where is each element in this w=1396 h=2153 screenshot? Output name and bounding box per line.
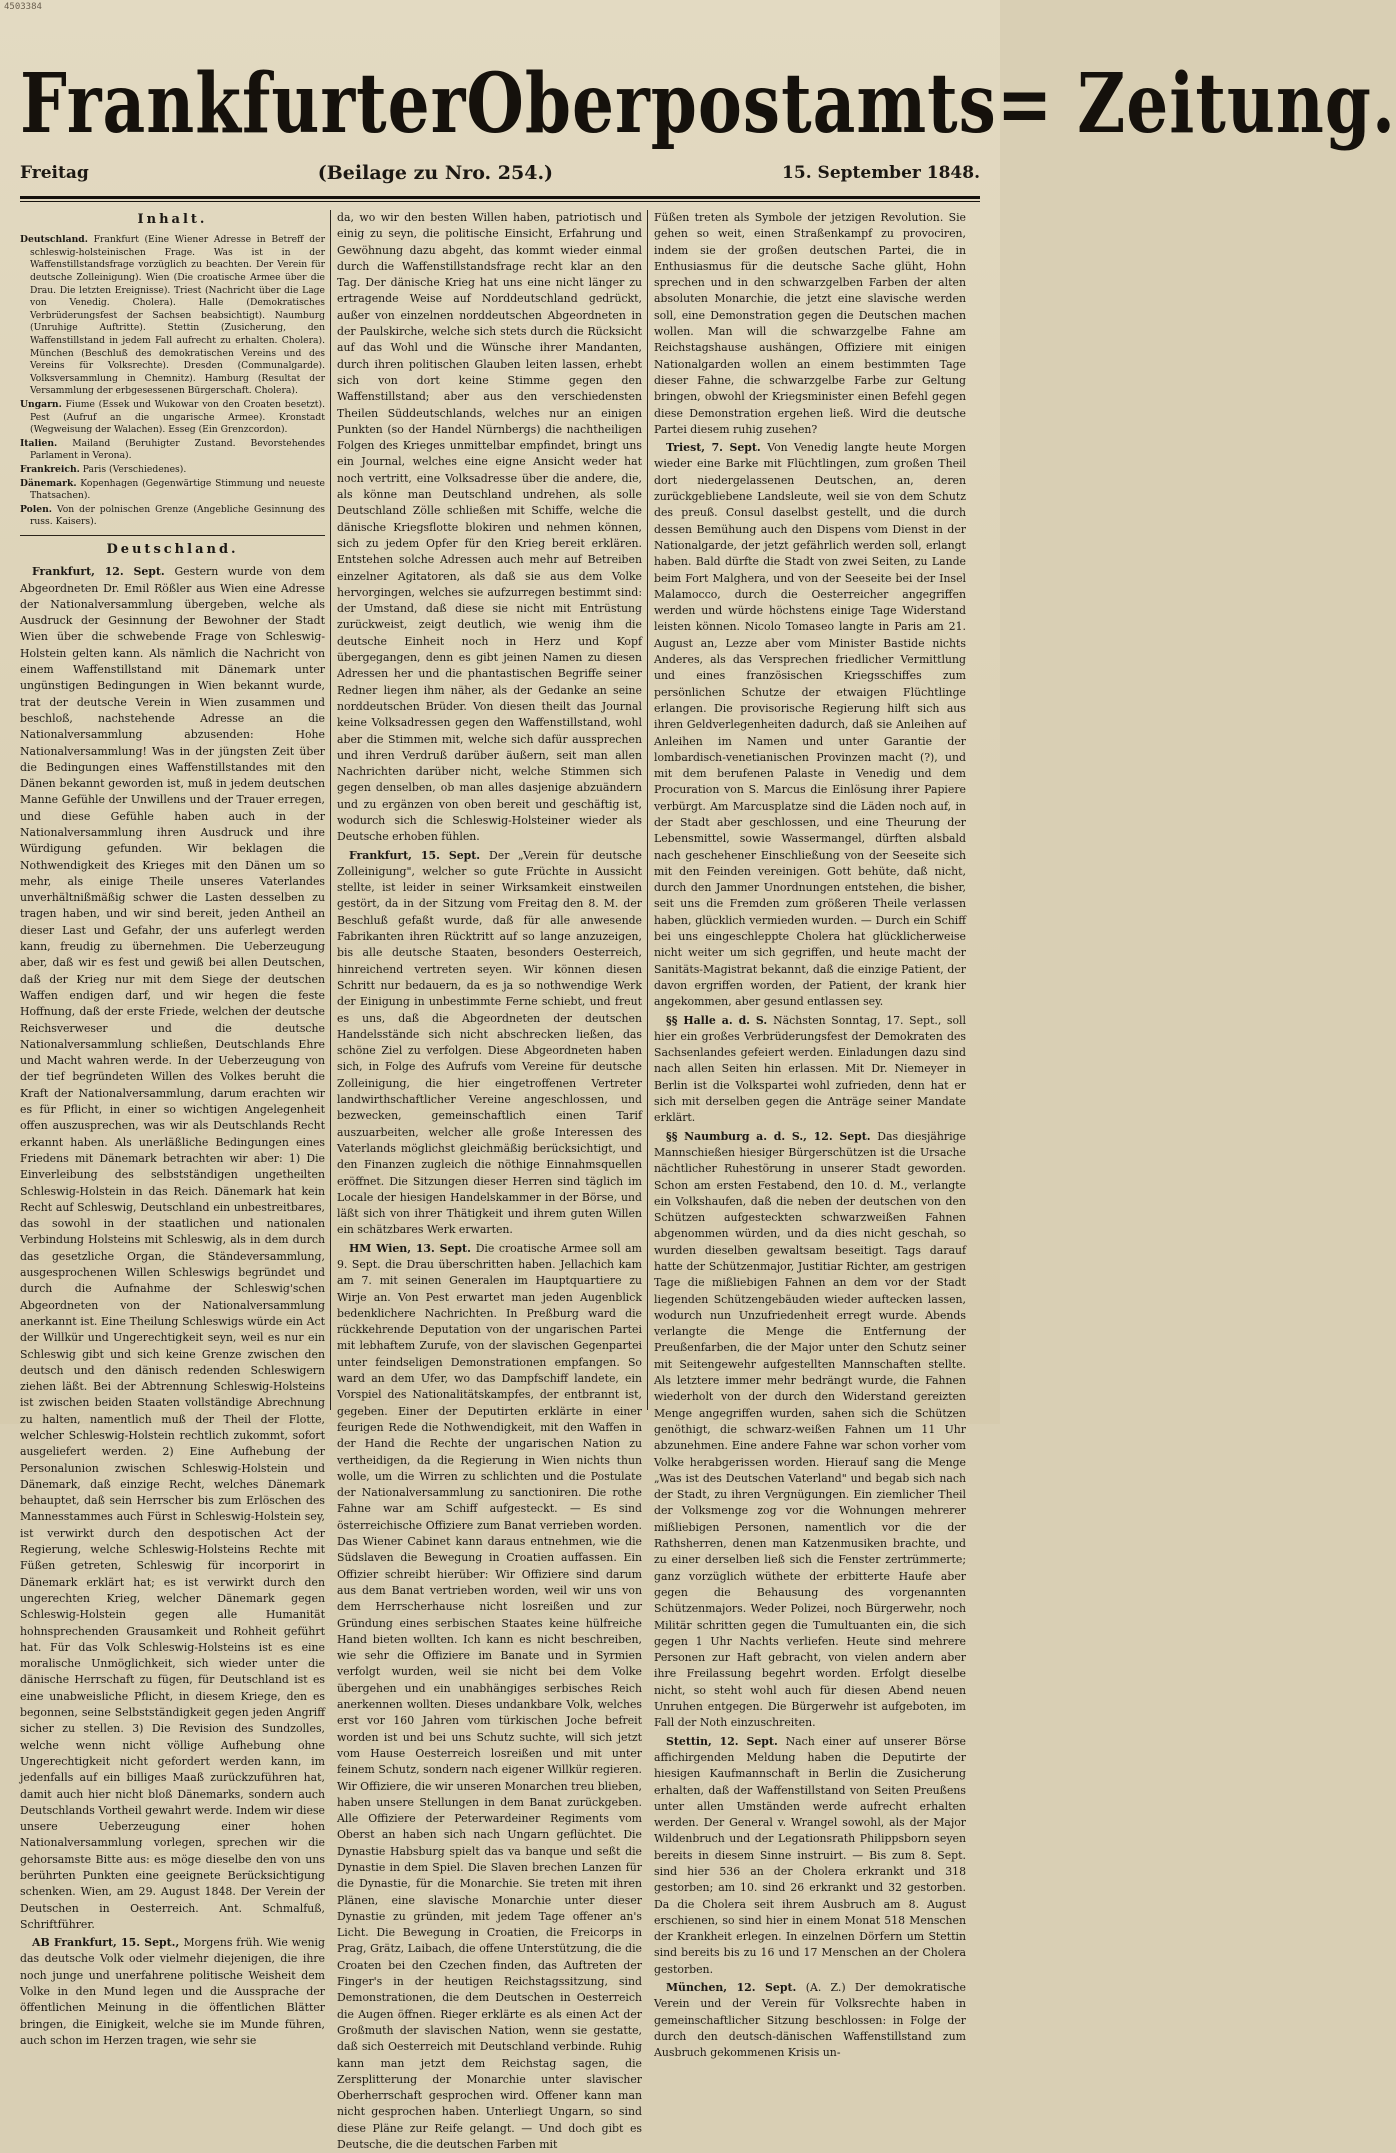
column-divider-1	[330, 210, 331, 1410]
masthead-word-2: Oberpostamts	[466, 54, 997, 152]
article-text: Das diesjährige Mannschießen hiesiger Bürgerschützen ist die Ursache nächtlicher Ruhestörung in unserer Stadt geworden. Schon am ersten Festabend, den 10. d. M., verlangte ein Volkshaufen, daß die neben der deutschen von den Schützen aufgesteckten schwarzweißen Fahnen abgenommen würden, und da dies nicht geschah, so wurden dieselben gewaltsam beseitigt. Tags darauf hatte der Schützenmajor, Justitiar Richter, am gestrigen Tage die mißliebigen Fahnen an dem vor der Stadt liegenden Schützengebäuden wieder auftecken lassen, wodurch nun Unzufriedenheit erregt wurde. Abends verlangte die Menge die Entfernung der Preußenfarben, die der Major unter den Schutz seiner mit Seitengewehr aufgestellten Mannschaften stellte. Als letztere immer mehr bedrängt wurde, die Fahnen wiederholt von der durch den Widerstand gereizten Menge angegriffen wurden, sahen sich die Schützen genöthigt, die schwarz-weißen Fahnen um 11 Uhr abzunehmen. Eine andere Fahne war schon vorher vom Volke herabgerissen worden. Hierauf sang die Menge „Was ist des Deutschen Vaterland" und begab sich nach der Stadt, zu ihren Vergnügungen. Ein ziemlicher Theil der Volksmenge zog vor die Wohnungen mehrerer mißliebigen Personen, namentlich vor die der Rathsherren, denen man Katzenmusiken brachte, und zu einer derselben ließ sich die Fenster zertrümmerte; ganz vorzüglich wüthete der erbitterte Haufe aber gegen die Behausung des vorgenannten Schützenmajors. Weder Polizei, noch Bürgerwehr, noch Militär schritten gegen die Tumultuanten ein, die sich gegen 1 Uhr Nachts verliefen. Heute sind mehrere Personen zur Haft gebracht, von vielen andern aber ihre Freilassung begehrt worden. Erfolgt dieselbe nicht, so steht wohl auch für diesen Abend neuen Unruhen entgegen. Die Bürgerwehr ist aufgeboten, im Fall der Noth einzuschreiten.	[654, 1129, 966, 1730]
article-paragraph	[20, 564, 325, 1933]
masthead-rule-thin	[20, 201, 980, 202]
article-dateline: Stettin, 12. Sept.	[666, 1734, 786, 1748]
column-divider-2	[647, 210, 648, 1410]
column-2	[337, 210, 642, 2152]
contents-entry-text: Frankfurt (Eine Wiener Adresse in Betreff der schleswig-holsteinischen Frage. Was ist in der Waffenstillstandsfrage vorzüglich zu beachten. Der Verein für deutsche Zolleinigung). Wien (Die croatische Armee über die Drau. Die letzten Ereignisse). Triest (Nachricht über die Lage von Venedig. Cholera). Halle (Demokratisches Verbrüderungsfest der Sachsen beabsichtigt). Naumburg (Unruhige Auftritte). Stettin (Zusicherung, den Waffenstillstand in jedem Fall aufrecht zu erhalten. Cholera). München (Beschluß des demokratischen Vereins und des Vereins für Volksrechte). Dresden (Communalgarde). Volksversammlung in Chemnitz). Hamburg (Resultat der Versammlung der erbgesessenen Bürgerschaft. Cholera).	[30, 234, 325, 397]
supplement-label: (Beilage zu Nro. 254.)	[317, 162, 554, 184]
article-dateline: Frankfurt, 12. Sept.	[32, 565, 175, 579]
article-paragraph	[654, 440, 966, 1010]
article-paragraph	[337, 1241, 642, 2153]
article-dateline: AB Frankfurt, 15. Sept.,	[32, 1936, 184, 1950]
contents-entry	[20, 478, 325, 503]
article-text: da, wo wir den besten Willen haben, patriotisch und einig zu seyn, die politische Einsicht, Erfahrung und Gewöhnung dazu abgeht, das kommt wieder einmal durch die Waffenstillstandsfrage recht klar an den Tag. Der dänische Krieg hat uns eine nicht länger zu ertragende Weise auf Norddeutschland gedrückt, außer von einzelnen norddeutschen Abgeordneten in der Paulskirche, welche sich stets durch die Rücksicht auf das Wohl und die Wünsche ihrer Mandanten, durch ihren politischen Glauben leiten lassen, erhebt sich von dort keine Stimme gegen den Waffenstillstand; aber aus den verschiedensten Theilen Süddeutschlands, welches nur an einigen Punkten (so der Handel Nürnbergs) die nachtheiligen Folgen des Krieges unmittelbar empfindet, bringt uns ein Journal, welches eine eigne Ansicht weder hat noch vertritt, eine Volksadresse über die andere, die, als könne man Deutschland undrehen, als solle Deutschland Zölle schließen mit Schiffe, welche die dänische Kriegsflotte blokiren und nehmen können, sich zu jedem Opfer für den Krieg bereit erklären. Entstehen solche Adressen auch mehr auf Betreiben einzelner Agitatoren, als daß sie aus dem Volke hervorgingen, welches sie aufzurregen bestimmt sind: der Umstand, daß diese sie nicht mit Entrüstung zurückweist, zeigt deutlich, wie wenig ihm die deutsche Einheit noch in Herz und Kopf übergegangen, denn es gibt jeinen Namen zu diesen Adressen her und die phantastischen Begriffe seiner Redner liegen ihm näher, als der Gedanke an seine norddeutschen Brüder. Von diesen theilt das Journal keine Volksadressen gegen den Waffenstillstand, wohl aber die Stimmen mit, welche sich dafür aussprechen und ihren Verdruß darüber äußern, seit man allen Nachrichten darüber nicht, welche Stimmen sich gegen denselben, ob man alles dasjenige abzuändern und zu ergänzen von oben bereit und geschäftig ist, wodurch sich die Schleswig-Holsteiner wieder als Deutsche erhoben fühlen.	[337, 211, 642, 844]
article-text: Morgens früh. Wie wenig das deutsche Volk oder vielmehr diejenigen, die ihre noch junge und unerfahrene politische Weisheit dem Volke in den Mund legen und die Aussprache der öffentlichen Meinung in die öffentlichen Blätter bringen, die Einigkeit, welche sie im Munde führen, auch schon im Herzen tragen, wie sehr sie	[20, 1936, 325, 2047]
article-paragraph	[654, 1734, 966, 1978]
contents-entry	[20, 464, 325, 477]
contents-entry-lead: Polen.	[20, 503, 53, 515]
article-dateline: München, 12. Sept.	[666, 1981, 806, 1995]
article-paragraph	[654, 210, 966, 438]
contents-heading: Inhalt.	[137, 212, 208, 227]
article-dateline: HM Wien, 13. Sept.	[349, 1241, 476, 1255]
contents-entry	[20, 399, 325, 437]
article-paragraph	[654, 1129, 966, 1732]
contents-entry-text: Paris (Verschiedenes).	[79, 463, 187, 475]
article-text: Füßen treten als Symbole der jetzigen Revolution. Sie gehen so weit, einen Straßenkampf zu provociren, indem sie der großen deutschen Partei, die in Enthusiasmus für die deutsche Sache glüht, Hohn sprechen und in den schwarzgelben Farben der alten absoluten Monarchie, die jetzt eine slavische werden soll, eine Demonstration gegen die Deutschen machen wollen. Man will die schwarzgelbe Fahne am Reichstagshause aushängen, Offiziere mit einigen Nationalgarden wollen an einem bestimmten Tage dieser Fahne, die schwarzgelbe Farbe zur Geltung bringen, obwohl der Kriegsminister einen Befehl gegen diese Demonstration ergehen ließ. Wird die deutsche Partei diesem ruhig zusehen?	[654, 211, 966, 436]
contents-list	[20, 234, 325, 529]
article-text: Nächsten Sonntag, 17. Sept., soll hier ein großes Verbrüderungsfest der Demokraten des Sachsenlandes gefeiert werden. Einladungen dazu sind nach allen Seiten hin erlassen. Mit Dr. Niemeyer in Berlin ist die Volkspartei wohl zufrieden, denn hat er sich mit derselben gegen die Anträge seiner Mandate erklärt.	[654, 1013, 966, 1125]
article-dateline: §§ Halle a. d. S.	[666, 1013, 774, 1027]
contents-entry-text: Kopenhagen (Gegenwärtige Stimmung und neueste Thatsachen).	[30, 477, 325, 502]
article-text: Von Venedig langte heute Morgen wieder eine Barke mit Flüchtlingen, zum großen Theil dort niedergelassenen Deutschen, an, deren zurückgebliebene Landsleute, weil sie von dem Schutz des preuß. Consul daselbst gestellt, und die durch dessen Bemühung auch den Dispens vom Dienst in der Nationalgarde, der jetzt gefährlich werden soll, erlangt haben. Bald dürfte die Stadt von zwei Seiten, zu Lande beim Fort Malghera, und von der Seeseite bei der Insel Malamocco, durch die Oesterreicher angegriffen werden und würde höchstens einige Tage Widerstand leisten können. Nicolo Tomaseo langte in Paris am 21. August an, Lezze aber vom Minister Bastide nichts Anderes, als das Versprechen friedlicher Vermittlung und eines französischen Kriegsschiffes zum persönlichen Schutze der etwaigen Flüchtlinge erlangen. Die provisorische Regierung hilft sich aus ihren Geldverlegenheiten dadurch, daß sie Anleihen auf Anleihen im Namen und unter Garantie der lombardisch-venetianischen Provinzen macht (?), und mit dem berufenen Palaste in Venedig und dem Procuration von S. Marcus die Einlösung ihrer Papiere verbürgt. Am Marcusplatze sind die Läden noch auf, in der Stadt aber geschlossen, und eine Theurung der Lebensmittel, sowie Wassermangel, dürften alsbald nach geschehener Einschließung von der Seeseite sich mit den Feinden vereinigen. Gott behüte, daß nicht, durch den Jammer Unordnungen entstehen, die bisher, seit uns die Fremden zum größeren Theile verlassen haben, glücklich vermieden wurden. — Durch ein Schiff bei uns eingeschleppte Cholera hat glücklicherweise nicht weiter um sich gegriffen, und heute macht der Sanitäts-Magistrat bekannt, daß die einzige Patient, der davon ergriffen worden, der Patient, der krank hier angekommen, aber gesund entlassen sey.	[654, 441, 967, 1009]
contents-entry	[20, 438, 325, 463]
article-paragraph	[654, 1980, 966, 2061]
article-text: Nach einer auf unserer Börse affichirgenden Meldung haben die Deputirte der hiesigen Kaufmannschaft in Berlin die Zusicherung erhalten, daß der Waffenstillstand von Seiten Preußens unter allen Umständen werde aufrecht erhalten werden. Der General v. Wrangel sowohl, als der Major Wildenbruch und der Legationsrath Philippsborn seyen bereits in diesem Sinne instruirt. — Bis zum 8. Sept. sind hier 536 an der Cholera erkrankt und 318 gestorben; am 10. sind 26 erkrankt und 32 gestorben. Da die Cholera seit ihrem Ausbruch am 8. August erschienen, so sind hier in einem Monat 518 Menschen der Krankheit erlegen. In einzelnen Dörfern um Stettin sind bereits bis zu 16 und 17 Menschen an der Cholera gestorben.	[654, 1734, 966, 1976]
article-text: Der „Verein für deutsche Zolleinigung", welcher so gute Früchte in Aussicht stellte, ist leider in seiner Wirksamkeit einstweilen gestört, da in der Sitzung vom Freitag den 8. M. der Beschluß gefaßt wurde, daß für alle anwesende Fabrikanten ihren Rücktritt auf so lange anzuzeigen, bis alle deutsche Staaten, besonders Oesterreich, hinreichend vertreten seyen. Wir können diesen Schritt nur bedauern, da es ja so nothwendige Werk der Einigung in unbestimmte Ferne schiebt, und freut es uns, daß die Abgeordneten der deutschen Handelsstände sich nicht abschrecken ließen, das schöne Ziel zu verfolgen. Diese Abgeordneten haben sich, in Folge des Aufrufs vom Vereine für deutsche Zolleinigung, die hier eingetroffenen Vertreter landwirthschaftlicher Vereine angeschlossen, und bezwecken, gemeinschaftlich einen Tarif auszuarbeiten, welcher alle große Interessen des Vaterlands möglichst gleichmäßig berücksichtigt, und den Finanzen zugleich die nöthige Einnahmsquellen eröffnet. Die Sitzungen dieser Herren sind täglich im Locale der hiesigen Handelskammer in der Börse, und läßt sich von ihrer Thätigkeit und ihrem guten Willen ein schätzbares Werk erwarten.	[337, 848, 642, 1237]
masthead-word-1: Frankfurter	[20, 54, 467, 152]
article-text: Gestern wurde von dem Abgeordneten Dr. Emil Rößler aus Wien eine Adresse der Nationalversammlung übergeben, welche als Ausdruck der Gesinnung der Bewohner der Stadt Wien über die schwebende Frage von Schleswig-Holstein gelten kann. Als nämlich die Nachricht von einem Waffenstillstand mit Dänemark unter ungünstigen Bedingungen in Wien bekannt wurde, trat der deutsche Verein in Wien zusammen und beschloß, nachstehende Adresse an die Nationalversammlung abzusenden: Hohe Nationalversammlung! Was in der jüngsten Zeit über die Bedingungen eines Waffenstillstandes mit den Dänen bekannt geworden ist, muß in jedem deutschen Manne Gefühle der Unwillens und der Trauer erregen, und diese Gefühle haben auch in der Nationalversammlung ihren Ausdruck und ihre Würdigung gefunden. Wir beklagen die Nothwendigkeit des Krieges mit den Dänen um so mehr, als einige Theile unseres Vaterlandes unverhältnißmäßig schwer die Lasten desselben zu tragen haben, und wir sind bereit, jeden Antheil an dieser Last und Gefahr, der uns auferlegt werden kann, freudig zu übernehmen. Die Ueberzeugung aber, daß wir es fest und gewiß bei allen Deutschen, daß der Krieg nur mit dem Siege der deutschen Waffen endigen darf, und wir hegen die feste Hoffnung, daß der erste Friede, welchen der deutsche Reichsverweser und die deutsche Nationalversammlung schließen, Deutschlands Ehre und Macht wahren werde. In der Ueberzeugung von der tief begründeten Willen des Volkes beruht die Kraft der Nationalversammlung, darum erachten wir es für Pflicht, in einer so wichtigen Angelegenheit offen auszusprechen, was wir als Deutschlands Recht erkannt haben. Als unerläßliche Bedingungen eines Friedens mit Dänemark betrachten wir aber: 1) Die Einverleibung des selbstständigen ungetheilten Schleswig-Holstein in das Reich. Dänemark hat kein Recht auf Schleswig, Deutschland ein unbestreitbares, das sowohl in der staatlichen und nationalen Verbindung Holsteins mit Schleswig, als in dem durch das gesetzliche Organ, die Ständeversammlung, ausgesprochenen Willen Schleswigs begründet und durch die Aufnahme der Schleswig'schen Abgeordneten von der Nationalversammlung anerkannt ist. Eine Theilung Schleswigs würde ein Act der Willkür und Ungerechtigkeit seyn, weil es nur ein Schleswig gibt und sich keine Grenze zwischen den deutsch und den dänisch redenden Schleswigern ziehen läßt. Bei der Abtrennung Schleswig-Holsteins ist zwischen beiden Staaten vollständige Abrechnung zu halten, namentlich muß der Theil der Flotte, welcher Schleswig-Holstein rechtlich zukommt, sofort ausgeliefert werden. 2) Eine Aufhebung der Personalunion zwischen Schleswig-Holstein und Dänemark, daß einzige Recht, welches Dänemark behauptet, daß sein Herrscher bis zum Erlöschen des Mannesstammes auch Fürst in Schleswig-Holstein sey, ist verwirkt durch den despotischen Act der Regierung, welche Schleswig-Holsteins Rechte mit Füßen getreten, Schleswig für incorporirt in Dänemark erklärt hat; es ist verwirkt durch den ungerechten Krieg, welcher Dänemark gegen Schleswig-Holstein gegen alle Humanität hohnsprechenden Grausamkeit und Rohheit geführt hat. Für das Volk Schleswig-Holsteins ist es eine moralische Unmöglichkeit, sich wieder unter die dänische Herrschaft zu fügen, für Deutschland ist es eine unabweisliche Pflicht, in diesem Kriege, den es begonnen, seine Selbstständigkeit gegen jeden Angriff sicher zu stellen. 3) Die Revision des Sundzolles, welche wenn nicht völlige Aufhebung ohne Ungerechtigkeit nicht gefordert werden kann, im jedenfalls auf ein billiges Maaß zurückzuführen hat, damit auch hier nicht bloß Dänemarks, sondern auch Deutschlands Vortheil gewahrt werde. Indem wir diese unsere Ueberzeugung einer hohen Nationalversammlung vorlegen, sprechen wir die gehorsamste Bitte aus: es möge dieselbe den von uns berührten Punkten eine geeignete Berücksichtigung schenken. Wien, am 29. August 1848. Der Verein der Deutschen in Oesterreich. Ant. Schmalfuß, Schriftführer.	[20, 565, 326, 1931]
contents-entry-lead: Italien.	[20, 437, 58, 449]
column-3	[654, 210, 967, 2060]
masthead-rule-thick	[20, 196, 980, 199]
contents-entry-lead: Ungarn.	[20, 399, 62, 411]
column-1-articles	[20, 564, 325, 2049]
column-3-articles	[654, 210, 966, 2062]
column-2-articles	[337, 210, 642, 2153]
masthead-word-3: = Zeitung.	[996, 54, 1396, 152]
contents-entry-text: Mailand (Beruhigter Zustand. Bevorstehendes Parlament in Verona).	[30, 437, 325, 462]
contents-entry-lead: Frankreich.	[20, 463, 80, 475]
issue-date: 15. September 1848.	[782, 163, 980, 183]
article-dateline: Frankfurt, 15. Sept.	[349, 848, 490, 862]
article-paragraph	[20, 1935, 325, 2049]
contents-entry	[20, 504, 325, 529]
article-dateline: §§ Naumburg a. d. S., 12. Sept.	[666, 1129, 878, 1143]
article-paragraph	[654, 1013, 966, 1127]
masthead-title	[20, 54, 1396, 152]
section-heading: Deutschland.	[106, 541, 239, 557]
weekday: Freitag	[20, 163, 89, 183]
article-text: Die croatische Armee soll am 9. Sept. die Drau überschritten haben. Jellachich kam am 7. mit seinen Generalen im Hauptquartiere zu Wirje an. Von Pest erwartet man jeden Augenblick bedenklichere Nachrichten. In Preßburg ward die rückkehrende Deputation von der ungarischen Partei mit lebhaftem Zurufe, von der slavischen Gegenpartei unter feindseligen Demonstrationen empfangen. So ward an dem Ufer, wo das Dampfschiff landete, ein Vorspiel des Nationalitätskampfes, der entbrannt ist, gegeben. Einer der Deputirten erklärte in einer feurigen Rede die Nothwendigkeit, mit den Waffen in der Hand die Rechte der ungarischen Nation zu vertheidigen, da die Regierung in Wien nichts thun wolle, um die Wirren zu schlichten und die Postulate der Nationalversammlung zu sanctioniren. Die rothe Fahne war am Schiff aufgesteckt. — Es sind österreichische Offiziere zum Banat verrieben worden. Das Wiener Cabinet kann daraus entnehmen, wie die Südslaven die Bewegung in Croatien auffassen. Ein Offizier schreibt hierüber: Wir Offiziere sind darum aus dem Banat vertrieben worden, weil wir uns von dem Herrscherhause nicht losreißen und zur Gründung eines serbischen Staates keine hülfreiche Hand bieten wollten. Ich kann es nicht beschreiben, wie sehr die Offiziere im Banate und in Syrmien verfolgt wurden, weil sie nicht bei dem Volke übergehen und ein unabhängiges serbisches Reich anerkennen wollten. Dieses undankbare Volk, welches erst vor 160 Jahren vom türkischen Joche befreit worden ist und bei uns Schutz suchte, will sich jetzt vom Hause Oesterreich losreißen und mit unter feinem Schutz, sondern nach eigener Willkür regieren. Wir Offiziere, die wir unseren Monarchen treu blieben, haben unsere Stellungen in dem Banat zurückgeben. Alle Offiziere der Peterwardeiner Regiments vom Oberst an haben sich nach Ungarn geflüchtet. Die Dynastie Habsburg spielt das va banque und seßt die Dynastie in dem Spiel. Die Slaven brechen Lanzen für die Dynastie, für die Monarchie. Sie treten mit ihren Plänen, eine slavische Monarchie unter dieser Dynastie zu gründen, mit jedem Tage offener an's Licht. Die Bewegung in Croatien, die Freicorps in Prag, Grätz, Laibach, die offene Unterstützung, die die Croaten bei den Czechen finden, das Auftreten der Finger's in der heutigen Reichstagssitzung, sind Demonstrationen, die dem Deutschen in Oesterreich die Augen öffnen. Rieger erklärte es als einen Act der Großmuth der slavischen Nation, wenn sie gestatte, daß sich Oesterreich mit Deutschland verbinde. Ruhig kann man jetzt dem Reichstag sagen, die Zersplitterung der Monarchie unter slavischer Oberherrschaft gesprochen wird. Offener kann man nicht gesprochen haben. Unterliegt Ungarn, so sind diese Pläne zur Reife gelangt. — Und doch gibt es Deutsche, die die deutschen Farben mit	[337, 1241, 642, 2152]
contents-entry-text: Von der polnischen Grenze (Angebliche Gesinnung des russ. Kaisers).	[30, 503, 325, 528]
dateline	[20, 160, 980, 186]
contents-entry-lead: Deutschland.	[20, 234, 88, 246]
contents-separator	[20, 535, 325, 536]
contents-entry-lead: Dänemark.	[20, 477, 77, 489]
column-1	[20, 210, 326, 2047]
article-paragraph	[337, 848, 642, 1239]
archive-stamp: 4503384	[4, 2, 42, 12]
article-paragraph	[337, 210, 642, 846]
contents-entry	[20, 234, 325, 398]
contents-entry-text: Fiume (Essek und Wukowar von den Croaten besetzt). Pest (Aufruf an die ungarische Armee). Kronstadt (Wegweisung der Walachen). Esseg (Ein Grenzcordon).	[30, 399, 325, 436]
article-dateline: Triest, 7. Sept.	[666, 441, 768, 455]
article-text: (A. Z.) Der demokratische Verein und der Verein für Volksrechte haben in gemeinschaftlicher Sitzung beschlossen: in Folge der durch den deutsch-dänischen Waffenstillstand zum Ausbruch gekommenen Krisis un-	[654, 1981, 966, 2060]
